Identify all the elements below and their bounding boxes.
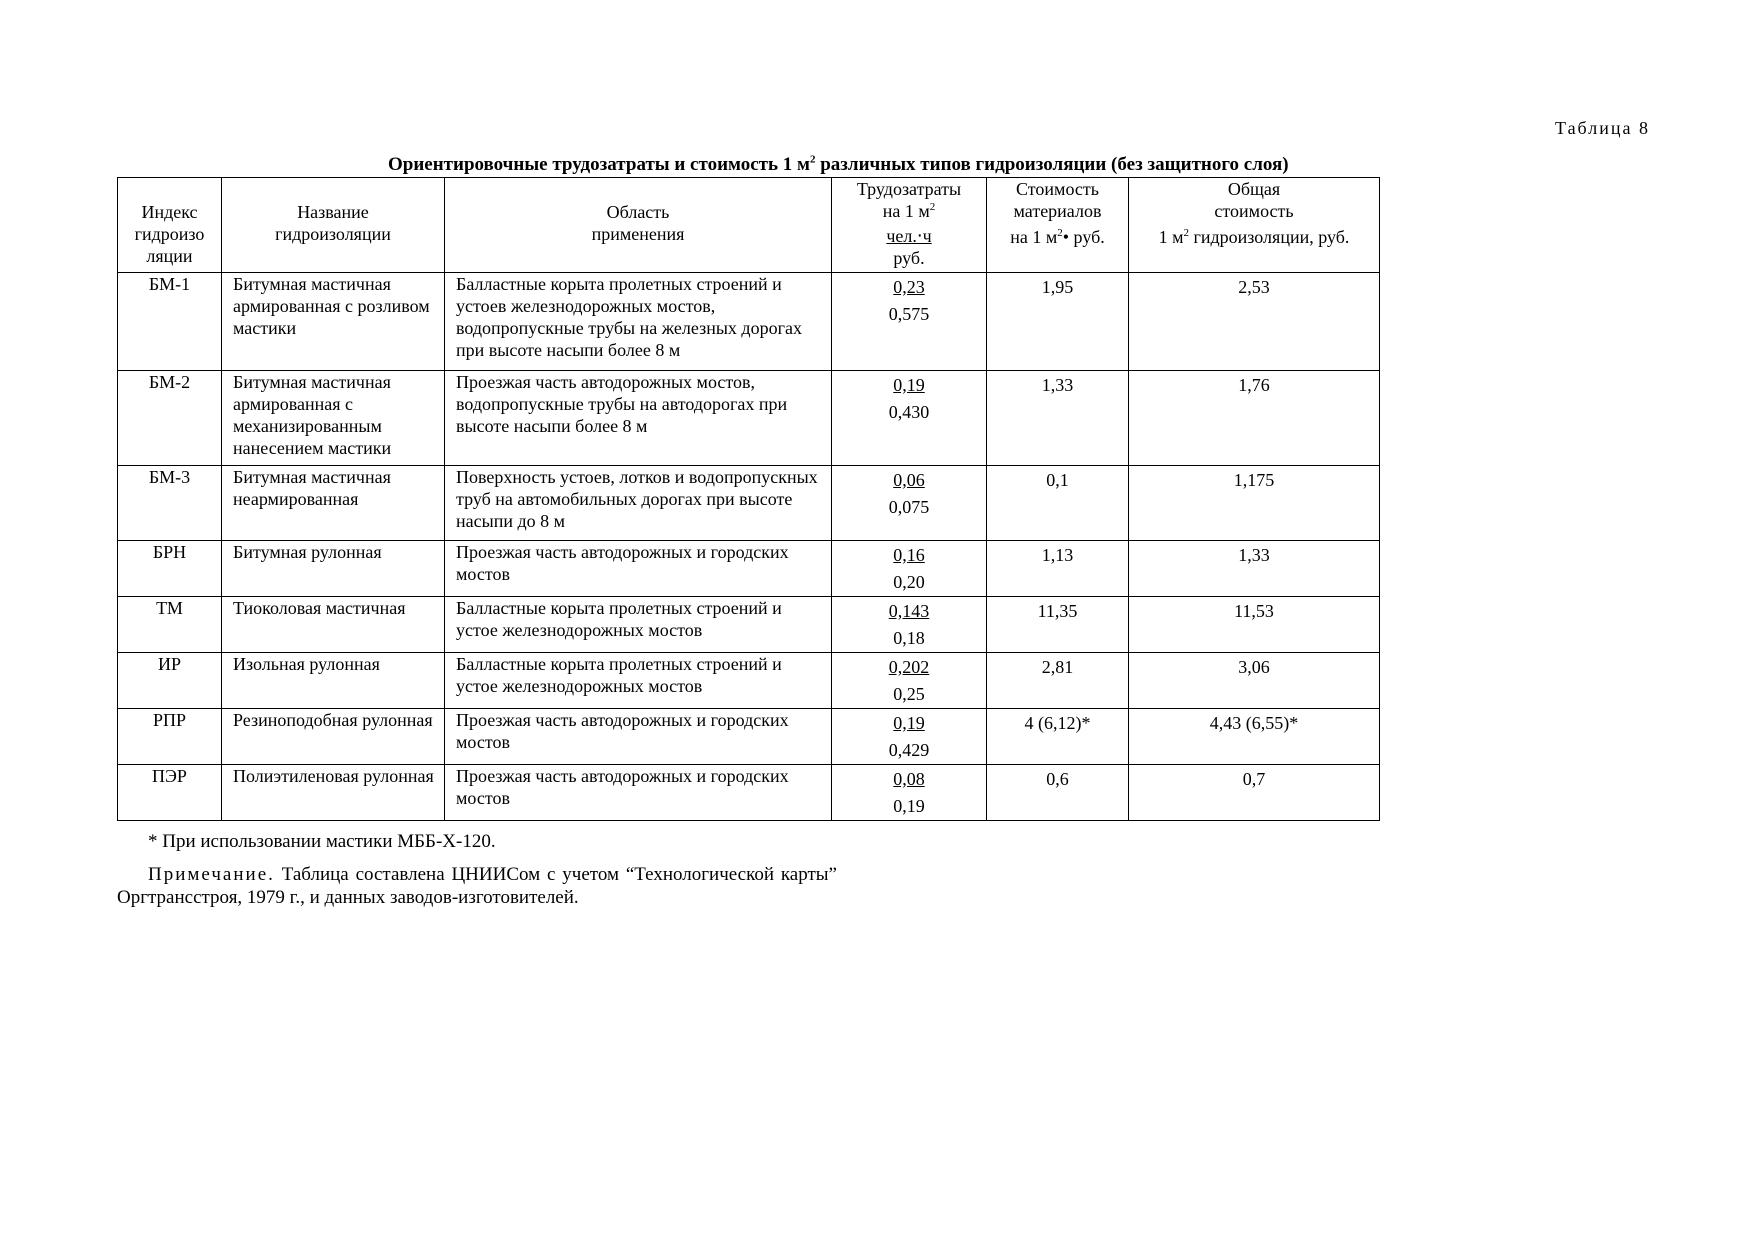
cell-materials: 1,95 bbox=[987, 273, 1129, 371]
cell-area: Балластные корыта пролетных строений и устое железнодорожных мостов bbox=[445, 653, 832, 709]
cell-total: 2,53 bbox=[1129, 273, 1380, 371]
cell-labor: 0,202 0,25 bbox=[832, 653, 987, 709]
caption-text-end: различных типов гидроизоляции (без защитного слоя) bbox=[815, 154, 1289, 175]
notes-block bbox=[117, 830, 837, 909]
table-row bbox=[118, 597, 1380, 653]
cell-name: Битумная мастичная армированная с механизированным нанесением мастики bbox=[222, 371, 445, 466]
cell-index: ТМ bbox=[118, 597, 222, 653]
table-caption bbox=[388, 154, 1289, 176]
cell-area: Балластные корыта пролетных строений и устоев железнодорожных мостов, водопропускные трубы на железных дорогах при высоте насыпи более 8 м bbox=[445, 273, 832, 371]
table-note bbox=[117, 863, 837, 909]
note-label: Примечание. bbox=[148, 864, 275, 885]
cell-area: Проезжая часть автодорожных мостов, водопропускные трубы на автодорогах при высоте насыпи более 8 м bbox=[445, 371, 832, 466]
cell-index: ИР bbox=[118, 653, 222, 709]
cell-name: Резиноподобная рулонная bbox=[222, 709, 445, 765]
table-row bbox=[118, 765, 1380, 821]
cell-index: БМ-2 bbox=[118, 371, 222, 466]
header-name: Название гидроизоляции bbox=[222, 178, 445, 273]
cell-name: Полиэтиленовая рулонная bbox=[222, 765, 445, 821]
table-row bbox=[118, 709, 1380, 765]
cell-total: 1,175 bbox=[1129, 466, 1380, 541]
cell-materials: 4 (6,12)* bbox=[987, 709, 1129, 765]
cell-materials: 0,6 bbox=[987, 765, 1129, 821]
header-labor: Трудозатраты на 1 $м^2$ чел.‧ч руб. bbox=[832, 178, 987, 273]
cell-index: БМ-1 bbox=[118, 273, 222, 371]
cell-materials: 1,13 bbox=[987, 541, 1129, 597]
cell-labor: 0,19 0,430 bbox=[832, 371, 987, 466]
cell-area: Проезжая часть автодорожных и городских мостов bbox=[445, 765, 832, 821]
cell-materials: 11,35 bbox=[987, 597, 1129, 653]
header-area: Область применения bbox=[445, 178, 832, 273]
cell-materials: 2,81 bbox=[987, 653, 1129, 709]
cell-total: 0,7 bbox=[1129, 765, 1380, 821]
cell-total: 1,33 bbox=[1129, 541, 1380, 597]
table-row bbox=[118, 371, 1380, 466]
table-row bbox=[118, 541, 1380, 597]
footnote: * При использовании мастики МББ-Х-120. bbox=[148, 831, 496, 852]
cell-index: БМ-3 bbox=[118, 466, 222, 541]
cell-area: Проезжая часть автодорожных и городских мостов bbox=[445, 541, 832, 597]
waterproofing-table bbox=[117, 177, 1380, 821]
cell-labor: 0,16 0,20 bbox=[832, 541, 987, 597]
table-row bbox=[118, 466, 1380, 541]
header-index: Индекс гидроизо ляции bbox=[118, 178, 222, 273]
caption-text-start: Ориентировочные трудозатраты и стоимость 1 м bbox=[388, 154, 810, 175]
cell-labor: 0,23 0,575 bbox=[832, 273, 987, 371]
cell-name: Изольная рулонная bbox=[222, 653, 445, 709]
table-number: Таблица 8 bbox=[1555, 118, 1650, 138]
cell-index: РПР bbox=[118, 709, 222, 765]
table-row bbox=[118, 273, 1380, 371]
cell-name: Битумная мастичная неармированная bbox=[222, 466, 445, 541]
table-row bbox=[118, 653, 1380, 709]
cell-materials: 1,33 bbox=[987, 371, 1129, 466]
cell-labor: 0,143 0,18 bbox=[832, 597, 987, 653]
caption-superscript: 2 bbox=[809, 153, 816, 166]
header-materials: Стоимость материалов на 1 $м^2•$ руб. bbox=[987, 178, 1129, 273]
cell-area: Проезжая часть автодорожных и городских мостов bbox=[445, 709, 832, 765]
cell-labor: 0,19 0,429 bbox=[832, 709, 987, 765]
cell-labor: 0,06 0,075 bbox=[832, 466, 987, 541]
cell-name: Битумная мастичная армированная с розливом мастики bbox=[222, 273, 445, 371]
header-row bbox=[118, 178, 1380, 273]
cell-materials: 0,1 bbox=[987, 466, 1129, 541]
header-total: Общая стоимость 1 $м^2$ гидроизоляции, руб. bbox=[1129, 178, 1380, 273]
cell-area: Балластные корыта пролетных строений и устое железнодорожных мостов bbox=[445, 597, 832, 653]
cell-name: Тиоколовая мастичная bbox=[222, 597, 445, 653]
cell-labor: 0,08 0,19 bbox=[832, 765, 987, 821]
cell-index: БРН bbox=[118, 541, 222, 597]
cell-total: 1,76 bbox=[1129, 371, 1380, 466]
cell-total: 11,53 bbox=[1129, 597, 1380, 653]
cell-total: 4,43 (6,55)* bbox=[1129, 709, 1380, 765]
note-text: Таблица составлена ЦНИИСом с учетом “Технологической карты” Оргтрансстроя, 1979 г., и данных заводов-изготовителей. bbox=[117, 864, 837, 908]
cell-area: Поверхность устоев, лотков и водопропускных труб на автомобильных дорогах при высоте насыпи до 8 м bbox=[445, 466, 832, 541]
cell-index: ПЭР bbox=[118, 765, 222, 821]
cell-name: Битумная рулонная bbox=[222, 541, 445, 597]
cell-total: 3,06 bbox=[1129, 653, 1380, 709]
